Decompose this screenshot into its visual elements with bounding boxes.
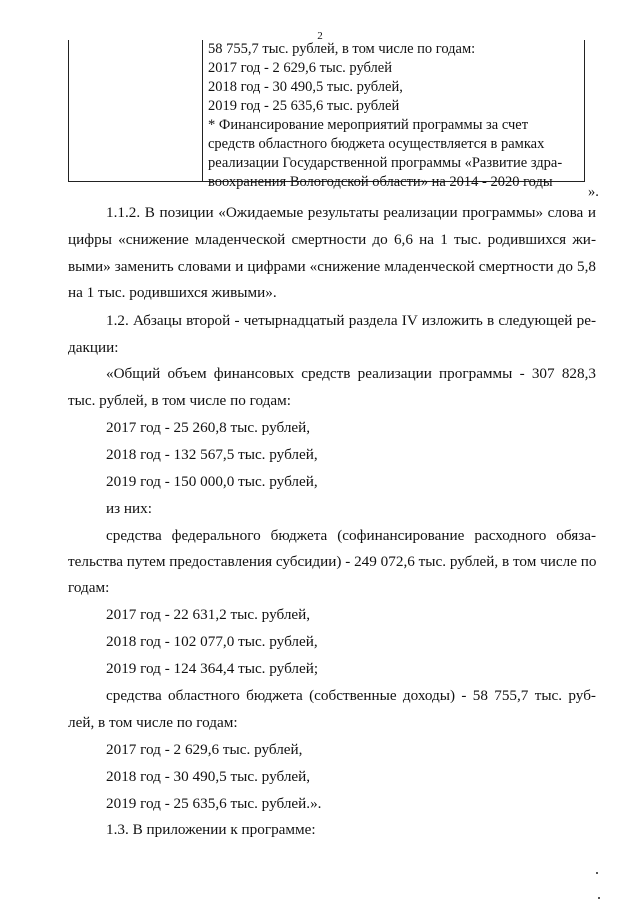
table-line: 2019 год - 25 635,6 тыс. рублей bbox=[208, 98, 400, 114]
paragraph-line: дакции: bbox=[68, 339, 119, 356]
paragraph-line: из них: bbox=[106, 500, 152, 517]
paragraph-line: выми» заменить словами и цифрами «снижение младенческой смертности до 5,8 bbox=[68, 258, 596, 275]
paragraph-line: 2018 год - 30 490,5 тыс. рублей, bbox=[106, 768, 311, 785]
paragraph-line: цифры «снижение младенческой смертности до 6,6 на 1 тыс. родившихся жи- bbox=[68, 231, 596, 248]
paragraph-line: 2019 год - 150 000,0 тыс. рублей, bbox=[106, 473, 318, 490]
page-number: 2 bbox=[317, 30, 323, 42]
table-line: 2018 год - 30 490,5 тыс. рублей, bbox=[208, 79, 403, 95]
paragraph-line: средства федерального бюджета (софинансирование расходного обяза- bbox=[106, 527, 596, 544]
paragraph-line: 1.3. В приложении к программе: bbox=[106, 821, 316, 838]
paragraph-line: 2017 год - 2 629,6 тыс. рублей, bbox=[106, 741, 303, 758]
paragraph-line: 2017 год - 25 260,8 тыс. рублей, bbox=[106, 419, 311, 436]
paragraph-line: тельства путем предоставления субсидии) - 249 072,6 тыс. рублей, в том числе по bbox=[68, 553, 597, 570]
paragraph-line: 2019 год - 25 635,6 тыс. рублей.». bbox=[106, 795, 322, 812]
paragraph-line: 2018 год - 132 567,5 тыс. рублей, bbox=[106, 446, 318, 463]
table-right-cell bbox=[208, 40, 582, 192]
paragraph-line: 1.2. Абзацы второй - четырнадцатый раздела IV изложить в следующей ре- bbox=[106, 312, 596, 329]
table-line: 58 755,7 тыс. рублей, в том числе по годам: bbox=[208, 41, 476, 57]
paragraph-line: средства областного бюджета (собственные доходы) - 58 755,7 тыс. руб- bbox=[106, 687, 596, 704]
paragraph-line: 2018 год - 102 077,0 тыс. рублей, bbox=[106, 633, 318, 650]
table-column-divider bbox=[202, 40, 203, 181]
paragraph-line: «Общий объем финансовых средств реализации программы - 307 828,3 bbox=[106, 365, 596, 382]
scan-speck bbox=[598, 897, 600, 899]
table-line: реализации Государственной программы «Развитие здра- bbox=[208, 155, 563, 171]
table-line: * Финансирование мероприятий программы за счет bbox=[208, 117, 529, 133]
paragraph-line: 2019 год - 124 364,4 тыс. рублей; bbox=[106, 660, 319, 677]
table-closing-quote: ». bbox=[588, 184, 599, 200]
scan-speck bbox=[596, 872, 598, 874]
paragraph-line: на 1 тыс. родившихся живыми». bbox=[68, 284, 277, 301]
paragraph-line: 2017 год - 22 631,2 тыс. рублей, bbox=[106, 606, 311, 623]
table-line: 2017 год - 2 629,6 тыс. рублей bbox=[208, 60, 392, 76]
paragraph-line: тыс. рублей, в том числе по годам: bbox=[68, 392, 291, 409]
table-line: воохранения Вологодской области» на 2014 - 2020 годы bbox=[208, 174, 553, 190]
table-line: средств областного бюджета осуществляется в рамках bbox=[208, 136, 545, 152]
financing-table-fragment bbox=[68, 40, 585, 190]
paragraph-line: лей, в том числе по годам: bbox=[68, 714, 238, 731]
paragraph-line: годам: bbox=[68, 579, 110, 596]
paragraph-line: 1.1.2. В позиции «Ожидаемые результаты реализации программы» слова и bbox=[106, 204, 596, 221]
